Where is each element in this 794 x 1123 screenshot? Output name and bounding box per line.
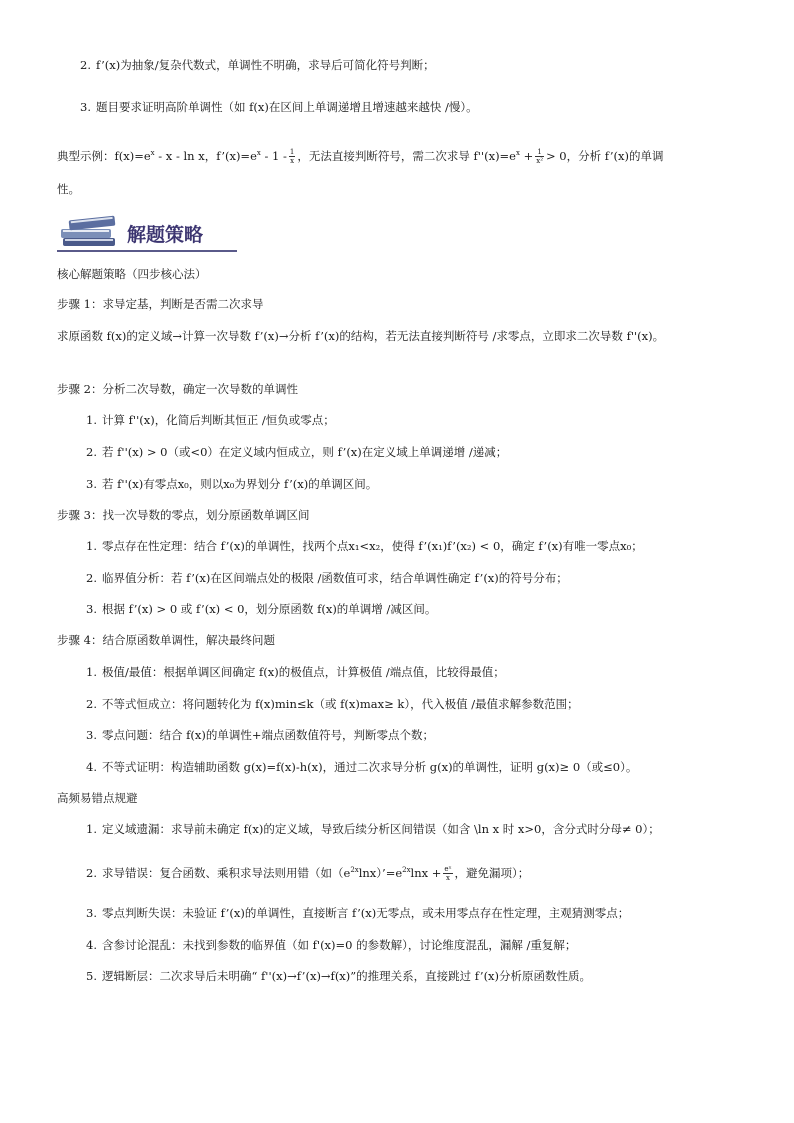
list-item [80,57,435,73]
list-item [86,968,591,984]
item-text: lnx + [410,865,442,880]
denominator: x [290,157,295,166]
list-item [80,99,478,115]
item-number: 4. [86,760,97,774]
item-text: 极值/最值：根据单调区间确定 f(x)的极值点，计算极值 /端点值，比较得最值； [102,665,505,679]
numerator: 1 [289,148,295,157]
denominator: x² [536,157,544,166]
step-heading: 步骤 2：分析二次导数，确定一次导数的单调性 [57,382,298,396]
item-number: 2. [86,571,97,585]
list-item [86,759,637,775]
item-text: 零点问题：结合 f(x)的单调性+端点函数值符号，判断零点个数； [102,728,435,742]
item-number: 5. [86,969,97,983]
example-text: - x - ln x，f’(x)=e [154,148,257,163]
step-heading: 步骤 1：求导定基，判断是否需二次求导 [57,297,264,311]
list-item [86,696,579,712]
denominator: x [446,874,450,883]
section-heading [57,212,237,256]
item-text: 不等式恒成立：将问题转化为 f(x)min≤k（或 f(x)max≥ k），代入极值 /最值求解参数范围； [102,697,579,711]
item-number: 2. [80,58,91,72]
numerator: eˣ [444,865,452,874]
item-text: f’(x)为抽象/复杂代数式，单调性不明确，求导后可简化符号判断； [96,58,435,72]
item-text: ，避免漏项）； [454,865,530,880]
list-item [86,905,629,921]
item-number: 3. [86,728,97,742]
fraction [443,865,452,882]
subheading: 高频易错点规避 [57,791,138,805]
list-item [86,821,660,837]
numerator: 1 [535,148,544,157]
superscript: x [256,149,261,157]
item-text: 题目要求证明高阶单调性（如 f(x)在区间上单调递增且增速越来越快 /慢）。 [96,100,478,114]
step-heading: 步骤 4：结合原函数单调性，解决最终问题 [57,633,275,647]
item-text: 求导错误：复合函数、乘积求导法则用错（如（e [102,865,351,880]
item-number: 3. [86,477,97,491]
list-item [86,601,436,617]
example-paragraph [57,145,664,165]
superscript: x [150,149,155,157]
example-text: - 1 - [260,148,287,163]
item-text: 不等式证明：构造辅助函数 g(x)=f(x)-h(x)，通过二次求导分析 g(x)的单调性，证明 g(x)≥ 0（或≤0）。 [102,760,638,774]
books-icon [57,212,121,252]
item-text: 零点存在性定理：结合 f’(x)的单调性，找两个点x₁<x₂，使得 f’(x₁)f’(x₂) < 0，确定 f’(x)有唯一零点x₀； [102,539,643,553]
section-title: 解题策略 [127,224,204,246]
item-text: 逻辑断层：二次求导后未明确“ f''(x)→f’(x)→f(x)”的推理关系，直接跳过 f’(x)分析原函数性质。 [102,969,592,983]
item-number: 1. [86,539,97,553]
list-item [86,664,505,680]
section-underline [57,250,237,252]
item-number: 3. [80,100,91,114]
item-number: 2. [86,445,97,459]
superscript: 2x [350,866,359,874]
item-text: 若 f''(x)有零点x₀，则以x₀为界划分 f’(x)的单调区间。 [102,477,378,491]
item-text: 零点判断失误：未验证 f’(x)的单调性，直接断言 f’(x)无零点，或未用零点存在性定理，主观猜测零点； [102,906,630,920]
item-text: 临界值分析：若 f’(x)在区间端点处的极限 /函数值可求，结合单调性确定 f’(x)的符号分布； [102,571,568,585]
example-text: > 0，分析 f’(x)的单调 [546,148,664,163]
item-number: 1. [86,413,97,427]
list-item [86,538,643,554]
step-body: 求原函数 f(x)的定义域→计算一次导数 f’(x)→分析 f’(x)的结构，若无法直接判断符号 /求零点，立即求二次导数 f''(x)。 [57,329,665,343]
item-number: 1. [86,665,97,679]
item-number: 3. [86,906,97,920]
item-text: 计算 f''(x)，化简后判断其恒正 /恒负或零点； [102,413,335,427]
list-item [86,476,377,492]
item-number: 3. [86,602,97,616]
item-text: 若 f''(x) > 0（或<0）在定义域内恒成立，则 f’(x)在定义域上单调递增 /递减； [102,445,508,459]
list-item [86,937,576,953]
item-number: 2. [86,865,97,880]
item-text: lnx）’=e [358,865,403,880]
superscript: x [516,149,520,157]
example-text: ，无法直接判断符号，需二次求导 f''(x)=e [297,148,516,163]
fraction [535,148,544,165]
superscript: 2x [402,866,411,874]
item-number: 2. [86,697,97,711]
list-item [86,727,434,743]
list-item [86,570,568,586]
example-text: 典型示例：f(x)=e [57,148,151,163]
list-item [86,444,507,460]
item-text: 定义域遗漏：求导前未确定 f(x)的定义域，导致后续分析区间错误（如含 \ln x 时 x>0，含分式时分母≠ 0）； [102,822,660,836]
step-heading: 步骤 3：找一次导数的零点，划分原函数单调区间 [57,508,310,522]
subheading: 核心解题策略（四步核心法） [57,267,207,281]
list-item [86,412,335,428]
example-text: + [519,148,534,163]
item-text: 含参讨论混乱：未找到参数的临界值（如 f'(x)=0 的参数解），讨论维度混乱，漏解 /重复解； [102,938,577,952]
fraction [289,148,295,165]
item-number: 1. [86,822,97,836]
item-text: 根据 f’(x) > 0 或 f’(x) < 0，划分原函数 f(x)的单调增 /减区间。 [102,602,437,616]
example-paragraph-end: 性。 [57,182,80,196]
list-item [86,862,529,882]
item-number: 4. [86,938,97,952]
